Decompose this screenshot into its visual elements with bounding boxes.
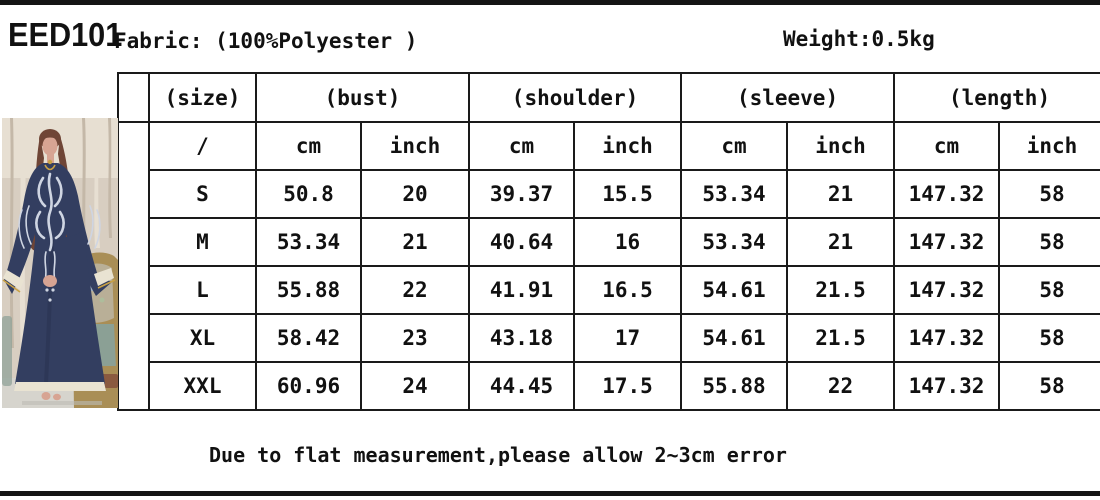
unit-cell: inch (574, 122, 681, 170)
value-cell: 58 (999, 218, 1100, 266)
size-cell: L (149, 266, 256, 314)
value-cell: 24 (361, 362, 469, 410)
unit-cell: inch (787, 122, 894, 170)
value-cell: 22 (361, 266, 469, 314)
value-cell: 17 (574, 314, 681, 362)
unit-cell: cm (894, 122, 999, 170)
product-code: EED101 (8, 16, 123, 53)
value-cell: 15.5 (574, 170, 681, 218)
value-cell: 21 (787, 218, 894, 266)
value-cell: 23 (361, 314, 469, 362)
value-cell: 21.5 (787, 314, 894, 362)
product-photo (2, 118, 118, 408)
size-cell: XL (149, 314, 256, 362)
value-cell: 55.88 (256, 266, 361, 314)
size-cell: XXL (149, 362, 256, 410)
size-cell: M (149, 218, 256, 266)
table-row-xl (118, 314, 1100, 362)
size-cell: S (149, 170, 256, 218)
value-cell: 21.5 (787, 266, 894, 314)
value-cell: 53.34 (681, 170, 787, 218)
value-cell: 147.32 (894, 170, 999, 218)
unit-cell: cm (469, 122, 574, 170)
value-cell: 17.5 (574, 362, 681, 410)
col-group-length: (length) (894, 73, 1100, 122)
value-cell: 16 (574, 218, 681, 266)
measurement-note: Due to flat measurement,please allow 2~3cm error (209, 443, 787, 467)
spacer-cell (118, 122, 149, 410)
value-cell: 58 (999, 266, 1100, 314)
value-cell: 58 (999, 314, 1100, 362)
spacer-cell (118, 73, 149, 122)
value-cell: 54.61 (681, 266, 787, 314)
value-cell: 50.8 (256, 170, 361, 218)
value-cell: 22 (787, 362, 894, 410)
value-cell: 55.88 (681, 362, 787, 410)
col-group-shoulder: (shoulder) (469, 73, 681, 122)
value-cell: 40.64 (469, 218, 574, 266)
unit-cell: cm (256, 122, 361, 170)
weight-label: Weight:0.5kg (783, 27, 935, 51)
table-group-header-row (118, 73, 1100, 122)
unit-cell: inch (361, 122, 469, 170)
top-divider-bar (0, 0, 1100, 5)
value-cell: 20 (361, 170, 469, 218)
col-group-size: (size) (149, 73, 256, 122)
value-cell: 53.34 (256, 218, 361, 266)
value-cell: 21 (787, 170, 894, 218)
table-row-m (118, 218, 1100, 266)
table-unit-row (118, 122, 1100, 170)
value-cell: 147.32 (894, 266, 999, 314)
size-chart-table (117, 72, 1100, 411)
unit-cell: cm (681, 122, 787, 170)
value-cell: 41.91 (469, 266, 574, 314)
value-cell: 58 (999, 362, 1100, 410)
value-cell: 44.45 (469, 362, 574, 410)
value-cell: 53.34 (681, 218, 787, 266)
col-group-bust: (bust) (256, 73, 469, 122)
bottom-divider-bar (0, 491, 1100, 496)
value-cell: 58 (999, 170, 1100, 218)
value-cell: 39.37 (469, 170, 574, 218)
table-row-xxl (118, 362, 1100, 410)
unit-cell-size: / (149, 122, 256, 170)
value-cell: 147.32 (894, 218, 999, 266)
value-cell: 58.42 (256, 314, 361, 362)
value-cell: 147.32 (894, 314, 999, 362)
value-cell: 16.5 (574, 266, 681, 314)
col-group-sleeve: (sleeve) (681, 73, 894, 122)
value-cell: 147.32 (894, 362, 999, 410)
table-row-l (118, 266, 1100, 314)
value-cell: 21 (361, 218, 469, 266)
unit-cell: inch (999, 122, 1100, 170)
value-cell: 54.61 (681, 314, 787, 362)
value-cell: 43.18 (469, 314, 574, 362)
fabric-label: Fabric: (100%Polyester ) (114, 29, 418, 53)
table-row-s (118, 170, 1100, 218)
value-cell: 60.96 (256, 362, 361, 410)
